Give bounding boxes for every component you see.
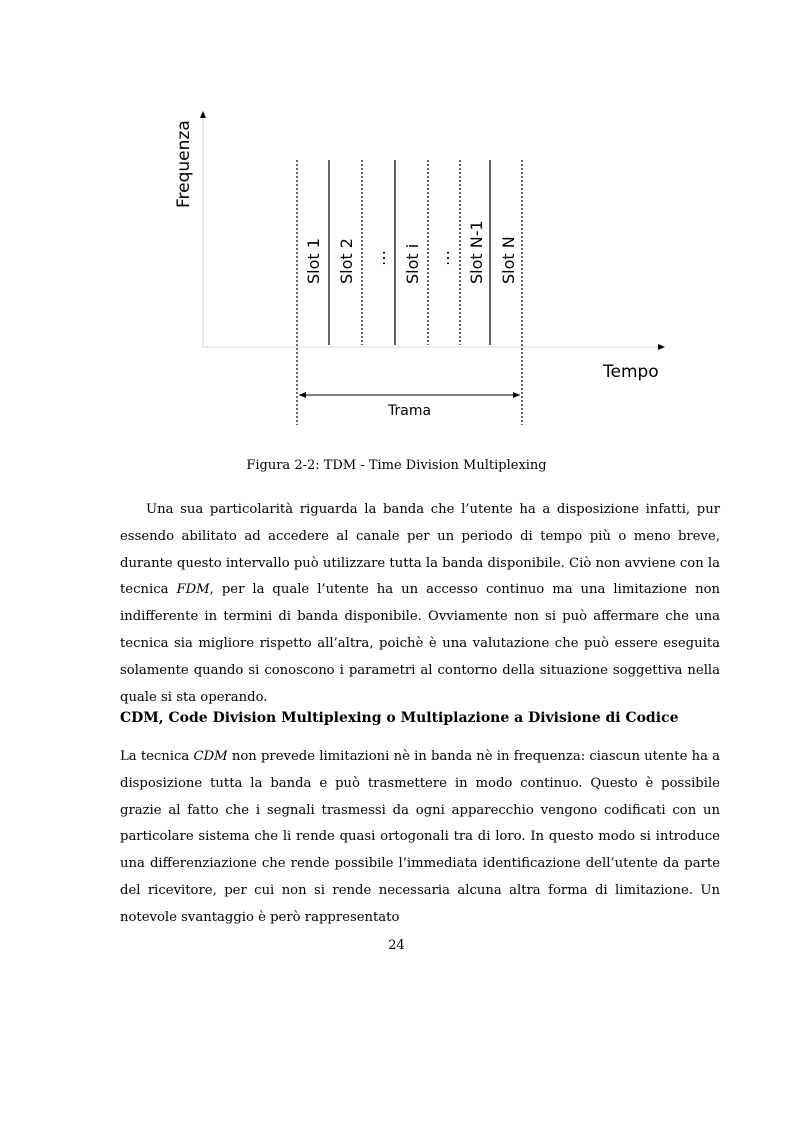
slot-label: Slot 1 — [304, 238, 323, 284]
section-title-cdm: CDM, Code Division Multiplexing o Multiplazione a Divisione di Codice — [120, 710, 679, 726]
paragraph-emphasis: FDM — [176, 582, 210, 598]
y-axis-arrow — [200, 111, 206, 118]
paragraph-text: , per la quale l’utente ha un accesso continuo ma una limitazione non indifferente in termini di banda disponibile. Ovviamente non si può affermare che una tecnica sia migliore rispetto all’altra, poichè è una valutazione che può essere eseguita solamente quando si conoscono i parametri al contorno della situazione soggettiva nella quale si sta operando. — [120, 582, 721, 705]
figure-caption: Figura 2-2: TDM - Time Division Multiplexing — [246, 458, 547, 473]
slot-ellipsis: … — [434, 250, 453, 266]
slot-label: Slot i — [403, 243, 422, 284]
paragraph-text: non prevede limitazioni nè in banda nè in frequenza: ciascun utente ha a disposizione tutta la banda e può trasmettere in modo continuo. Questo è possibile grazie al fatto che i segnali trasmessi da ogni apparecchio vengono codificati con un particolare sistema che li rende quasi ortogonali tra di loro. In questo modo si introduce una differenziazione che rende possibile l’immediata identificazione dell’utente da parte del ricevitore, per cui non si rende necessaria alcuna altra forma di limitazione. Un notevole svantaggio è però rappresentato — [120, 749, 720, 925]
frame-arrow-left — [299, 392, 306, 398]
paragraph-tdm-bandwidth — [120, 497, 720, 711]
y-axis-label: Frequenza — [174, 120, 194, 208]
x-axis-label: Tempo — [603, 362, 659, 382]
slot-label: Slot N — [499, 236, 518, 284]
paragraph-text: La tecnica — [120, 749, 194, 764]
page-number: 24 — [388, 938, 405, 953]
paragraph-cdm — [120, 744, 720, 932]
paragraph-emphasis: CDM — [193, 749, 228, 764]
frame-arrow-right — [513, 392, 520, 398]
paragraph-text: Una sua particolarità riguarda la banda che l’utente ha a disposizione infatti, pur essendo abilitato ad accedere al canale per un periodo di tempo più o meno breve, durante questo intervallo può utilizzare tutta la banda disponibile. Ciò non avviene con la tecnica — [120, 502, 720, 598]
slot-label: Slot N-1 — [467, 220, 486, 284]
x-axis-arrow — [658, 344, 665, 350]
slot-label: Slot 2 — [337, 238, 356, 284]
tdm-figure — [0, 0, 793, 450]
slot-ellipsis: … — [370, 250, 389, 266]
frame-label: Trama — [388, 403, 432, 419]
